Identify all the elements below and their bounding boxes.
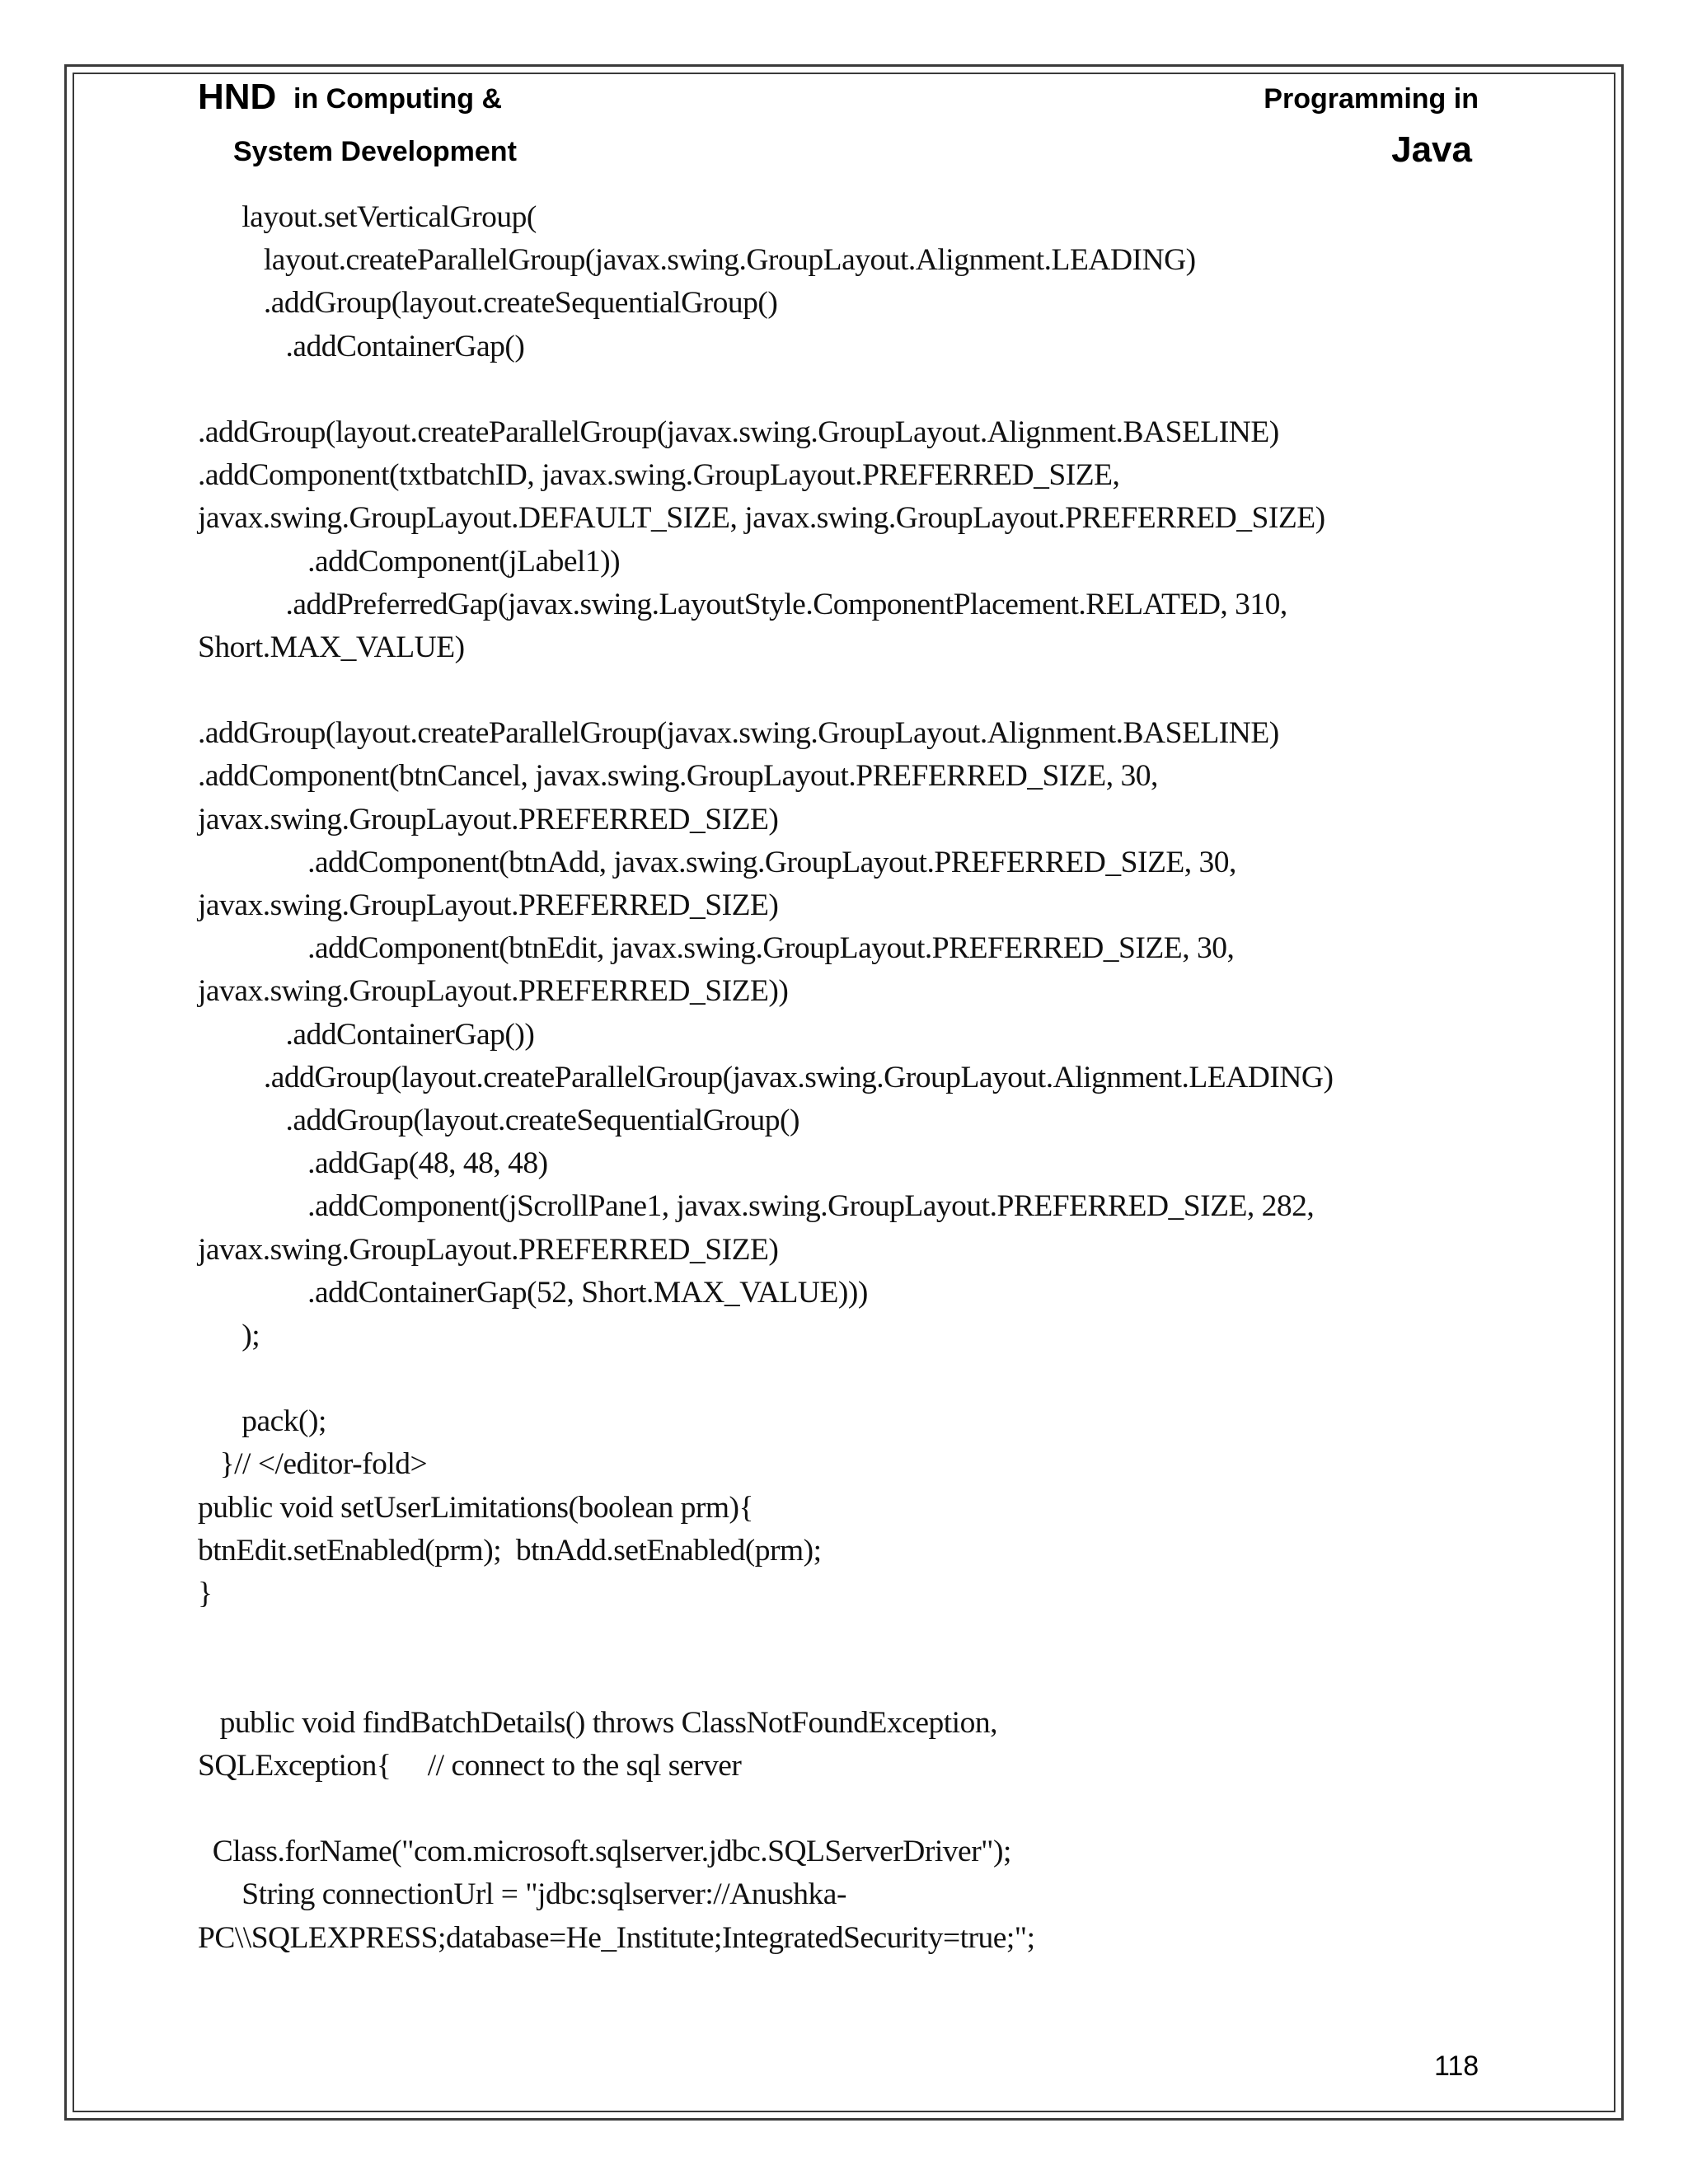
code-line: .addGroup(layout.createParallelGroup(javax.swing.GroupLayout.Alignment.BASELINE) bbox=[198, 415, 1279, 449]
code-line: .addContainerGap()) bbox=[198, 1017, 535, 1052]
header-right-line2: Java bbox=[1391, 129, 1472, 170]
code-line bbox=[198, 1658, 1333, 1701]
code-line: .addContainerGap(52, Short.MAX_VALUE))) bbox=[198, 1275, 868, 1310]
code-line: String connectionUrl = "jdbc:sqlserver://Anushka- bbox=[198, 1877, 846, 1912]
code-line: .addGroup(layout.createParallelGroup(javax.swing.GroupLayout.Alignment.BASELINE) bbox=[198, 716, 1279, 751]
code-line: btnEdit.setEnabled(prm); btnAdd.setEnabled(prm); bbox=[198, 1533, 822, 1568]
code-line: .addComponent(btnEdit, javax.swing.GroupLayout.PREFERRED_SIZE, 30, bbox=[198, 931, 1235, 966]
code-line: .addComponent(btnAdd, javax.swing.GroupLayout.PREFERRED_SIZE, 30, bbox=[198, 845, 1236, 879]
code-line bbox=[198, 669, 1333, 712]
code-line: .addComponent(jScrollPane1, javax.swing.GroupLayout.PREFERRED_SIZE, 282, bbox=[198, 1189, 1315, 1224]
code-line: public void findBatchDetails() throws ClassNotFoundException, bbox=[198, 1705, 997, 1740]
code-line: layout.setVerticalGroup( bbox=[198, 200, 537, 234]
code-line bbox=[198, 1615, 1333, 1658]
code-line: Short.MAX_VALUE) bbox=[198, 630, 465, 664]
code-line: javax.swing.GroupLayout.DEFAULT_SIZE, javax.swing.GroupLayout.PREFERRED_SIZE) bbox=[198, 501, 1325, 536]
code-line: SQLException{ // connect to the sql server bbox=[198, 1748, 742, 1783]
code-line: .addGap(48, 48, 48) bbox=[198, 1146, 548, 1181]
code-line: .addComponent(btnCancel, javax.swing.GroupLayout.PREFERRED_SIZE, 30, bbox=[198, 759, 1158, 794]
code-line: } bbox=[198, 1577, 213, 1610]
code-line bbox=[198, 1357, 1333, 1400]
code-line bbox=[198, 1788, 1333, 1830]
page-number: 118 bbox=[1434, 2050, 1479, 2082]
code-line: javax.swing.GroupLayout.PREFERRED_SIZE) bbox=[198, 802, 779, 837]
header-right-line1: Programming in bbox=[1264, 83, 1479, 115]
code-line: .addComponent(txtbatchID, javax.swing.GroupLayout.PREFERRED_SIZE, bbox=[198, 458, 1120, 493]
code-line: .addContainerGap() bbox=[198, 329, 525, 363]
code-line: .addGroup(layout.createSequentialGroup() bbox=[198, 286, 778, 321]
header-hnd: HND bbox=[198, 77, 277, 117]
code-line: ); bbox=[198, 1318, 260, 1352]
code-listing bbox=[198, 196, 1333, 1960]
code-line: public void setUserLimitations(boolean prm){ bbox=[198, 1490, 753, 1525]
code-line: PC\\SQLEXPRESS;database=He_Institute;IntegratedSecurity=true;"; bbox=[198, 1920, 1035, 1955]
code-line: layout.createParallelGroup(javax.swing.GroupLayout.Alignment.LEADING) bbox=[198, 243, 1196, 278]
code-line: javax.swing.GroupLayout.PREFERRED_SIZE)) bbox=[198, 974, 789, 1009]
code-line: .addGroup(layout.createParallelGroup(javax.swing.GroupLayout.Alignment.LEADING) bbox=[198, 1060, 1334, 1094]
code-line: javax.swing.GroupLayout.PREFERRED_SIZE) bbox=[198, 888, 779, 922]
code-line: .addPreferredGap(javax.swing.LayoutStyle.ComponentPlacement.RELATED, 310, bbox=[198, 587, 1287, 621]
header-left-line1: in Computing & bbox=[293, 83, 503, 115]
code-line bbox=[198, 368, 1333, 411]
code-line: Class.forName("com.microsoft.sqlserver.jdbc.SQLServerDriver"); bbox=[198, 1835, 1011, 1869]
code-line: .addGroup(layout.createSequentialGroup() bbox=[198, 1103, 800, 1137]
code-line: .addComponent(jLabel1)) bbox=[198, 544, 621, 579]
code-line: javax.swing.GroupLayout.PREFERRED_SIZE) bbox=[198, 1232, 779, 1267]
code-line: pack(); bbox=[198, 1404, 326, 1439]
code-line: }// </editor-fold> bbox=[198, 1447, 428, 1482]
header-left-line2: System Development bbox=[233, 136, 517, 167]
